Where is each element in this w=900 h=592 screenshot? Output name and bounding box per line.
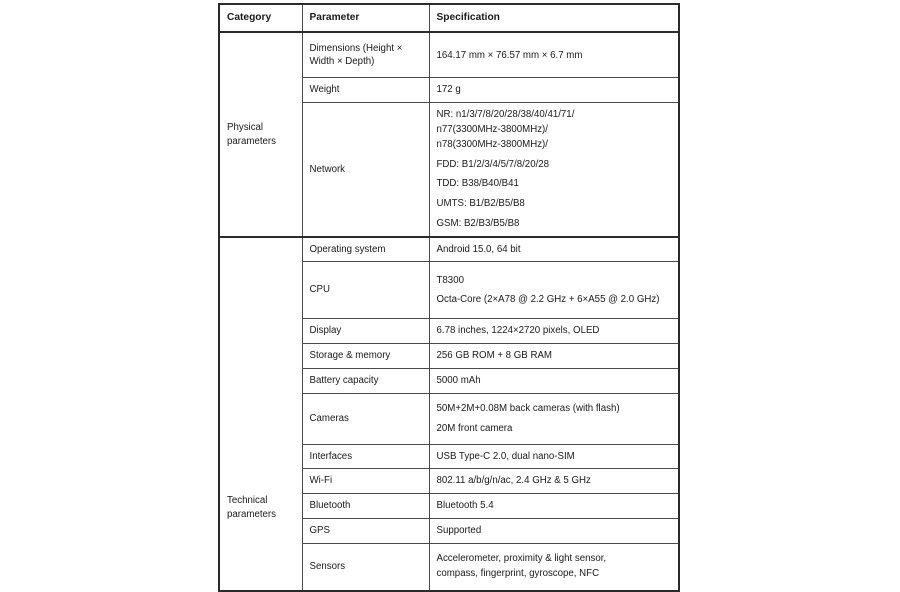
specification-value: [429, 319, 679, 344]
parameter-label: Network: [302, 103, 429, 237]
specification-block: [437, 499, 672, 513]
specification-value: [429, 518, 679, 543]
specification-value: [429, 262, 679, 319]
specification-line: Android 15.0, 64 bit: [436, 243, 521, 255]
column-header-category: Category: [219, 4, 302, 32]
specification-line: UMTS: B1/B2/B5/B8: [436, 198, 525, 210]
specification-value: [429, 368, 679, 393]
parameter-label: Dimensions (Height × Width × Depth): [302, 32, 429, 78]
parameter-label: Operating system: [302, 237, 429, 262]
specification-line: 164.17 mm × 76.57 mm × 6.7 mm: [436, 49, 583, 61]
specification-value: [429, 237, 679, 262]
specification-block: [437, 374, 672, 388]
parameter-label: Interfaces: [302, 444, 429, 469]
specification-line: Bluetooth 5.4: [436, 500, 494, 512]
specification-line: n77(3300MHz-3800MHz)/: [436, 124, 548, 136]
category-label: Physical parameters: [219, 32, 302, 236]
specification-block: [437, 243, 672, 257]
specification-block: [437, 49, 672, 63]
specification-line: Supported: [436, 524, 482, 536]
specification-sheet: [218, 3, 680, 592]
specification-line: 20M front camera: [436, 422, 513, 434]
specification-line: 172 g: [436, 84, 461, 96]
specification-line: Octa-Core (2×A78 @ 2.2 GHz + 6×A55 @ 2.0 GHz): [436, 294, 660, 306]
specification-line: FDD: B1/2/3/4/5/7/8/20/28: [436, 158, 550, 170]
table-header: [219, 4, 679, 32]
specification-line: 6.78 inches, 1224×2720 pixels, OLED: [436, 325, 600, 337]
specification-line: TDD: B38/B40/B41: [436, 178, 519, 190]
specification-value: [429, 103, 679, 237]
specification-block: [437, 177, 672, 191]
parameter-label: Sensors: [302, 543, 429, 591]
specification-block: [437, 197, 672, 211]
parameter-label: Display: [302, 319, 429, 344]
column-header-specification: Specification: [429, 4, 679, 32]
parameter-label: Storage & memory: [302, 344, 429, 369]
specification-line: NR: n1/3/7/8/20/28/38/40/41/71/: [436, 109, 575, 121]
specification-block: [437, 217, 672, 231]
specification-block: [437, 402, 672, 416]
specification-line: 256 GB ROM + 8 GB RAM: [436, 350, 552, 362]
parameter-label: Battery capacity: [302, 368, 429, 393]
header-row: [219, 4, 679, 32]
parameter-label: Bluetooth: [302, 494, 429, 519]
specification-value: [429, 543, 679, 591]
parameter-label: Wi-Fi: [302, 469, 429, 494]
table-row: [219, 237, 679, 262]
specification-block: [437, 108, 672, 151]
device-specification-table: [218, 3, 680, 592]
specification-line: 802.11 a/b/g/n/ac, 2.4 GHz & 5 GHz: [436, 475, 591, 487]
specification-line: USB Type-C 2.0, dual nano-SIM: [436, 450, 575, 462]
specification-block: [437, 450, 672, 464]
specification-value: [429, 344, 679, 369]
specification-block: [437, 274, 672, 288]
specification-line: n78(3300MHz-3800MHz)/: [436, 138, 548, 150]
specification-block: [437, 422, 672, 436]
category-label: Technical parameters: [219, 237, 302, 591]
specification-block: [437, 293, 672, 307]
specification-line: T8300: [436, 274, 464, 286]
specification-block: [437, 324, 672, 338]
specification-block: [437, 83, 672, 97]
table-body: [219, 32, 679, 590]
specification-line: Accelerometer, proximity & light sensor,: [436, 553, 607, 565]
specification-block: [437, 552, 672, 581]
specification-value: [429, 393, 679, 444]
parameter-label: GPS: [302, 518, 429, 543]
parameter-label: Weight: [302, 78, 429, 103]
specification-line: 50M+2M+0.08M back cameras (with flash): [436, 402, 620, 414]
specification-line: GSM: B2/B3/B5/B8: [436, 217, 520, 229]
specification-block: [437, 474, 672, 488]
specification-value: [429, 32, 679, 78]
specification-block: [437, 158, 672, 172]
specification-line: 5000 mAh: [436, 374, 481, 386]
parameter-label: CPU: [302, 262, 429, 319]
specification-line: compass, fingerprint, gyroscope, NFC: [436, 568, 600, 580]
specification-value: [429, 78, 679, 103]
specification-value: [429, 444, 679, 469]
specification-value: [429, 469, 679, 494]
specification-block: [437, 349, 672, 363]
parameter-label: Cameras: [302, 393, 429, 444]
table-row: [219, 32, 679, 78]
specification-block: [437, 524, 672, 538]
column-header-parameter: Parameter: [302, 4, 429, 32]
specification-value: [429, 494, 679, 519]
